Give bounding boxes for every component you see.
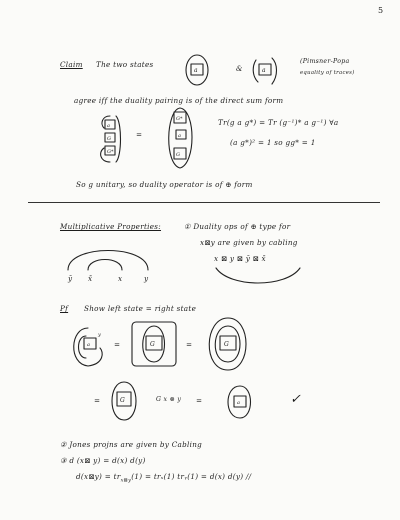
derivation-rest: (1) = trₓ(1) trᵧ(1) = d(x) d(y) // [131, 472, 252, 481]
claim-text: The two states [96, 60, 154, 69]
svg-text:G: G [150, 341, 155, 348]
proof-diagram-2 [126, 316, 182, 372]
proof-diagram-1 [66, 322, 110, 370]
page-number: 5 [378, 6, 384, 15]
svg-text:G*: G* [107, 149, 114, 155]
arc-label-ybar: ȳ [68, 274, 73, 283]
formula-2: (a g*)² = 1 so gg* = 1 [230, 138, 316, 147]
proof-diagram-4 [104, 378, 146, 424]
proof-text: Show left state = right state [84, 304, 197, 313]
svg-text:G: G [107, 136, 111, 142]
equality-traces-note: equality of traces) [300, 70, 355, 76]
proof-eq-3b: = [196, 396, 203, 405]
proof-diagram-3 [198, 314, 258, 374]
proof-eq-3: = [94, 396, 101, 405]
claim-line-3: So g unitary, so duality operator is of ⊕ form [76, 180, 253, 189]
left-state-diagram [180, 52, 214, 88]
right-state-diagram [250, 52, 280, 88]
item-1-line-a: ① Duality ops of ⊕ type for [184, 222, 291, 231]
item-2: ② Jones projns are given by Cabling [60, 440, 203, 449]
equals-sign: = [136, 130, 143, 139]
proof-gxy-label: G x ⊗ y [156, 396, 182, 403]
svg-text:G: G [224, 341, 229, 348]
svg-text:G: G [120, 397, 125, 404]
arc-label-xbar: x̄ [88, 274, 93, 283]
svg-text:G: G [176, 152, 180, 158]
cable-label: x ⊠ y ⊠ ȳ ⊠ x̄ [214, 254, 266, 263]
proof-label: Pf [60, 304, 69, 313]
proof-eq-1: = [114, 340, 121, 349]
item-1-line-b: x⊠y are given by cabling [200, 238, 298, 247]
diagram-box-label: a [262, 67, 266, 74]
section-divider [28, 202, 380, 203]
arc-label-y: y [144, 274, 149, 283]
svg-text:a: a [237, 400, 240, 406]
and-symbol: & [236, 64, 243, 73]
derivation-start: d(x⊠y) = tr [76, 472, 121, 481]
cable-arc [210, 266, 306, 288]
claim-line-2: agree iff the duality pairing is of the direct sum form [74, 96, 284, 105]
svg-text:a: a [87, 342, 90, 348]
svg-text:y: y [98, 332, 101, 338]
proof-eq-2: = [186, 340, 193, 349]
svg-text:a: a [178, 133, 181, 139]
derivation-line [76, 472, 251, 483]
derivation-subscript: x⊠y [120, 477, 132, 484]
checkmark: ✓ [290, 392, 302, 407]
formula-1: Tr(g a g*) = Tr (g⁻¹)* a g⁻¹) ∀a [218, 118, 339, 127]
claim-label: Claim [60, 60, 83, 69]
nested-arcs-diagram [60, 240, 160, 276]
item-3: ③ d (x⊠ y) = d(x) d(y) [60, 456, 146, 465]
svg-text:G*: G* [176, 116, 183, 122]
diagram-box-label: a [194, 67, 198, 74]
arc-label-x: x [118, 274, 123, 283]
stacked-boxes-diagram [96, 112, 126, 166]
pimsner-popa-note: (Pimsner-Popa [300, 58, 350, 65]
proof-diagram-5 [220, 382, 260, 422]
oval-boxes-diagram [160, 104, 202, 172]
multiplicative-heading: Multiplicative Properties: [60, 222, 162, 231]
svg-text:a: a [107, 123, 110, 129]
